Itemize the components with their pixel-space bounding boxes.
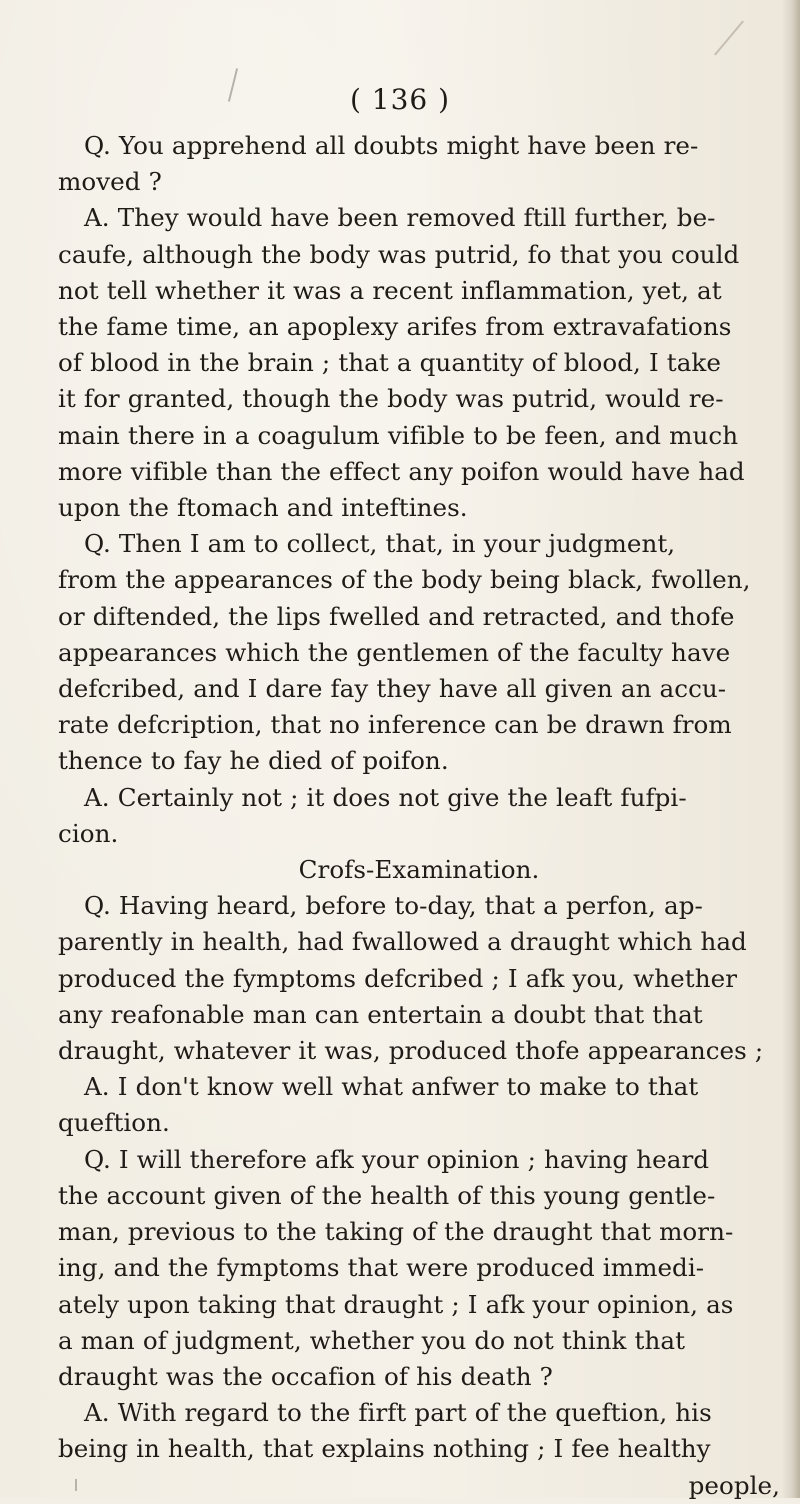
text-line: caufe, although the body was putrid, fo that you could <box>58 239 740 269</box>
text-line: draught was the occafion of his death ? <box>58 1361 553 1391</box>
text-line: a man of judgment, whether you do not think that <box>58 1325 686 1355</box>
text-line: queftion. <box>58 1108 170 1138</box>
text-line: Q. Then I am to collect, that, in your judgment, <box>84 529 676 559</box>
text-line: Q. Having heard, before to-day, that a perfon, ap- <box>84 891 703 921</box>
text-line: A. Certainly not ; it does not give the leaft fufpi- <box>84 782 687 812</box>
paper-scratch-mark <box>714 21 744 56</box>
catchword-line: people, <box>688 1470 780 1500</box>
page-edge-mark <box>75 1479 77 1491</box>
text-line: A. With regard to the firft part of the queftion, his <box>84 1398 712 1428</box>
text-line: appearances which the gentlemen of the faculty have <box>58 637 731 667</box>
section-heading: Crofs-Examination. <box>298 855 540 885</box>
text-line: thence to fay he died of poifon. <box>58 746 449 776</box>
text-line: rate defcription, that no inference can be drawn from <box>58 710 732 740</box>
text-line: ing, and the fymptoms that were produced immedi- <box>58 1253 705 1283</box>
page-number: ( 136 ) <box>349 83 451 116</box>
text-line: A. They would have been removed ftill further, be- <box>84 203 716 233</box>
page-edge-shadow <box>782 0 800 1498</box>
text-line: parently in health, had fwallowed a draught which had <box>58 927 747 957</box>
text-line: being in health, that explains nothing ; I fee healthy <box>58 1434 711 1464</box>
text-line: Q. You apprehend all doubts might have been re- <box>84 131 699 160</box>
text-line: more vifible than the effect any poifon would have had <box>58 456 745 486</box>
text-line: any reafonable man can entertain a doubt that that <box>58 999 703 1029</box>
text-line: draught, whatever it was, produced thofe appearances ; <box>58 1036 764 1066</box>
page-text <box>58 128 780 1500</box>
text-line: ately upon taking that draught ; I afk your opinion, as <box>58 1289 734 1319</box>
text-line: it for granted, though the body was putrid, would re- <box>58 384 724 414</box>
text-line: defcribed, and I dare fay they have all given an accu- <box>58 674 727 704</box>
text-line: cion. <box>58 818 119 848</box>
text-line: the account given of the health of this young gentle- <box>58 1180 716 1210</box>
text-line: moved ? <box>58 167 162 197</box>
text-line: man, previous to the taking of the draught that morn- <box>58 1217 734 1247</box>
text-line: the fame time, an apoplexy arifes from extravafations <box>58 312 732 342</box>
text-line: produced the fymptoms defcribed ; I afk you, whether <box>58 963 738 993</box>
text-line: from the appearances of the body being black, fwollen, <box>58 565 751 595</box>
text-line: A. I don't know well what anfwer to make to that <box>84 1072 699 1102</box>
text-line: Q. I will therefore afk your opinion ; having heard <box>84 1144 710 1174</box>
text-line: of blood in the brain ; that a quantity of blood, I take <box>58 348 721 378</box>
text-line: or diftended, the lips fwelled and retracted, and thofe <box>58 601 735 631</box>
text-line: not tell whether it was a recent inflammation, yet, at <box>58 275 722 305</box>
text-line: upon the ftomach and inteftines. <box>58 493 468 523</box>
text-line: main there in a coagulum vifible to be feen, and much <box>58 420 739 450</box>
